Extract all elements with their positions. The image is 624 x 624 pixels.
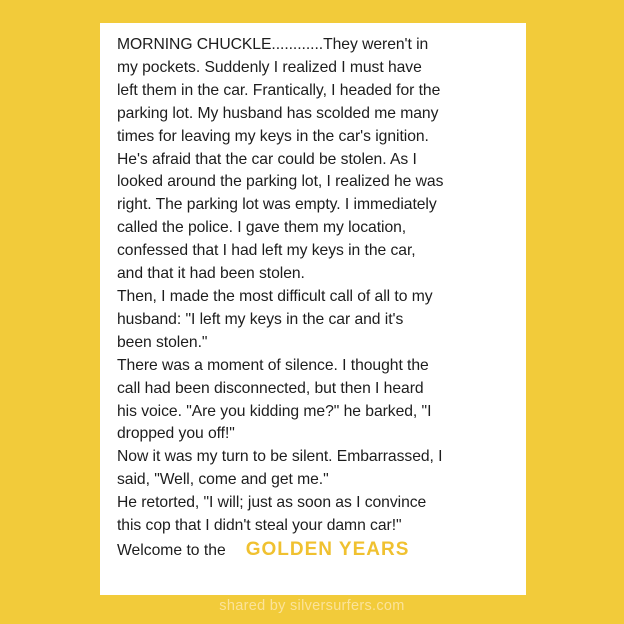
welcome-line bbox=[117, 539, 512, 563]
golden-years-text: GOLDEN YEARS bbox=[245, 538, 410, 560]
story-card bbox=[100, 23, 526, 595]
story-text: MORNING CHUCKLE............They weren't in my pockets. Suddenly I realized I must have left them in the car. Frantically, I headed for the parking lot. My husband has scolded me many times for leaving my keys in the car's ignition. He's afraid that the car could be stolen. As I looked around the parking lot, I realized he was right. The parking lot was empty. I immediately called the police. I gave them my location, confessed that I had left my keys in the car, and that it had been stolen. Then, I made the most difficult call of all to my husband: "I left my keys in the car and it's been stolen." There was a moment of silence. I thought the call had been disconnected, but then I heard his voice. "Are you kidding me?" he barked, "I dropped you off!" Now it was my turn to be silent. Embarrassed, I said, "Well, come and get me." He retorted, "I will; just as soon as I convince this cop that I didn't steal your damn car!" bbox=[117, 36, 444, 535]
credit-text: shared by silversurfers.com bbox=[219, 598, 405, 614]
welcome-text: Welcome to the bbox=[117, 541, 226, 559]
